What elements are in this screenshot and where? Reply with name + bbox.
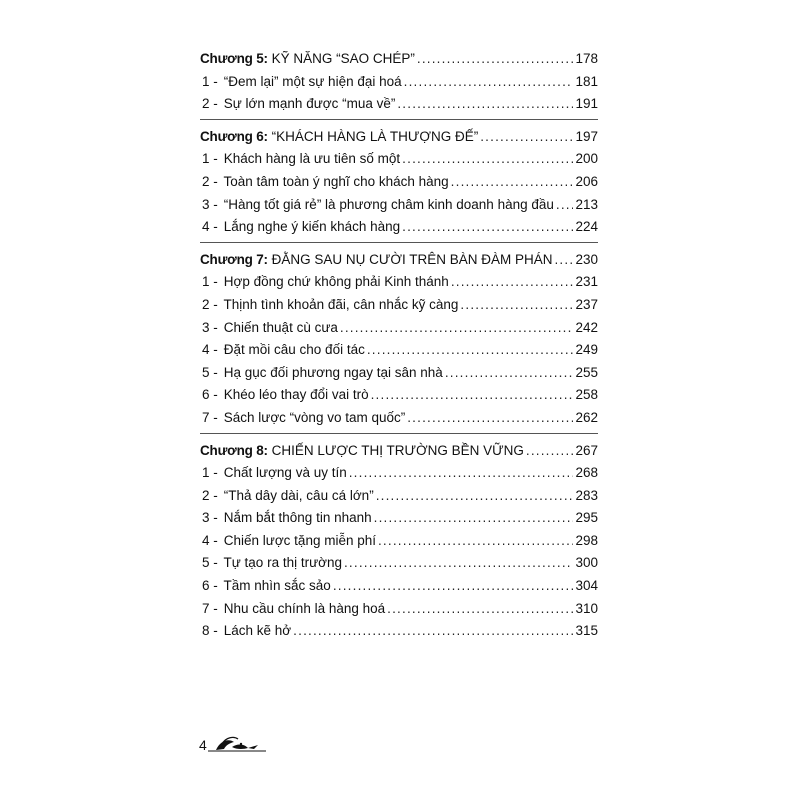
chapter-label: Chương 7: (200, 251, 268, 267)
section-title: Lắng nghe ý kiến khách hàng (223, 219, 401, 235)
section-title: Chiến lược tặng miễn phí (223, 532, 376, 548)
section-title: Nhu cầu chính là hàng hoá (223, 600, 386, 616)
section-title: “Đem lại” một sự hiện đại hoá (223, 73, 402, 89)
section-heading (200, 530, 376, 553)
chapter-page-number: 197 (575, 128, 598, 144)
section-title: Thịnh tình khoản đãi, cân nhắc kỹ càng (223, 296, 459, 312)
dot-leader (480, 126, 573, 149)
section-page-number: 213 (575, 196, 598, 212)
section-number: 5 - (202, 364, 218, 380)
chapter-page-number: 178 (575, 51, 598, 66)
chapter-page-number: 267 (575, 442, 598, 458)
section-heading (200, 362, 443, 385)
chapter-block (200, 48, 598, 120)
section-heading (200, 148, 400, 171)
section-heading (200, 194, 554, 217)
dot-leader (451, 271, 574, 294)
page-number: 4 (199, 737, 207, 753)
dot-leader (344, 552, 573, 575)
section-number: 7 - (202, 409, 218, 425)
section-entry[interactable] (200, 598, 598, 621)
dot-leader (367, 339, 574, 362)
section-heading (200, 485, 374, 508)
section-entry[interactable] (200, 575, 598, 598)
section-page-number: 304 (575, 578, 598, 594)
section-heading (200, 575, 331, 598)
dot-leader (554, 249, 573, 272)
section-page-number: 224 (575, 219, 598, 235)
chapter-heading (200, 249, 552, 272)
dot-leader (397, 93, 573, 116)
dot-leader (387, 598, 573, 621)
dot-leader (404, 71, 574, 94)
section-title: Tầm nhìn sắc sảo (223, 578, 331, 594)
section-page-number: 231 (575, 274, 598, 290)
section-page-number: 298 (575, 532, 598, 548)
section-title: Tự tạo ra thị trường (223, 555, 342, 571)
section-number: 1 - (202, 465, 218, 481)
section-entry[interactable] (200, 552, 598, 575)
section-heading (200, 620, 291, 643)
section-number: 7 - (202, 600, 218, 616)
chapter-page-number: 230 (575, 251, 598, 267)
section-number: 3 - (202, 510, 218, 526)
chapter-label: Chương 6: (200, 128, 268, 144)
section-page-number: 242 (575, 319, 598, 335)
section-entry[interactable] (200, 148, 598, 171)
dot-leader (376, 485, 574, 508)
section-title: Toàn tâm toàn ý nghĩ cho khách hàng (223, 173, 449, 189)
section-page-number: 310 (575, 600, 598, 616)
dot-leader (378, 530, 573, 553)
section-entry[interactable] (200, 485, 598, 508)
section-number: 5 - (202, 555, 218, 571)
section-entry[interactable] (200, 462, 598, 485)
section-page-number: 200 (575, 151, 598, 167)
section-heading (200, 271, 449, 294)
section-heading (200, 598, 385, 621)
section-page-number: 255 (575, 364, 598, 380)
section-entry[interactable] (200, 93, 598, 116)
section-entry[interactable] (200, 620, 598, 643)
section-entry[interactable] (200, 317, 598, 340)
chapter-label: Chương 5: (200, 51, 268, 66)
section-page-number: 315 (575, 623, 598, 639)
section-heading (200, 216, 400, 239)
section-heading (200, 317, 338, 340)
section-heading (200, 171, 449, 194)
section-title: Lách kẽ hở (223, 623, 292, 639)
section-page-number: 262 (575, 409, 598, 425)
chapter-entry[interactable] (200, 48, 598, 71)
section-entry[interactable] (200, 384, 598, 407)
section-title: Sự lớn mạnh được “mua về” (223, 96, 396, 112)
section-heading (200, 71, 402, 94)
dot-leader (460, 294, 573, 317)
dot-leader (340, 317, 574, 340)
section-number: 4 - (202, 342, 218, 358)
section-number: 4 - (202, 532, 218, 548)
section-number: 2 - (202, 487, 218, 503)
section-title: Khéo léo thay đổi vai trò (223, 387, 369, 403)
section-title: Hợp đồng chứ không phải Kinh thánh (223, 274, 449, 290)
section-heading (200, 93, 395, 116)
section-page-number: 268 (575, 465, 598, 481)
chapter-entry[interactable] (200, 440, 598, 463)
section-heading (200, 462, 347, 485)
dot-leader (451, 171, 574, 194)
chapter-title: ĐẰNG SAU NỤ CƯỜI TRÊN BÀN ĐÀM PHÁN (271, 251, 553, 267)
section-number: 2 - (202, 296, 218, 312)
chapter-heading (200, 126, 478, 149)
section-entry[interactable] (200, 171, 598, 194)
section-title: Sách lược “vòng vo tam quốc” (223, 409, 406, 425)
section-title: Khách hàng là ưu tiên số một (223, 151, 401, 167)
section-title: “Thả dây dài, câu cá lớn” (223, 487, 374, 503)
section-number: 2 - (202, 96, 218, 112)
section-page-number: 191 (575, 96, 598, 112)
table-of-contents (200, 48, 598, 652)
section-heading (200, 552, 342, 575)
chapter-heading (200, 48, 415, 71)
chapter-block (200, 249, 598, 434)
section-entry[interactable] (200, 507, 598, 530)
section-title: Chiến thuật cù cưa (223, 319, 338, 335)
dot-leader (349, 462, 574, 485)
section-heading (200, 294, 458, 317)
section-heading (200, 407, 405, 430)
section-number: 6 - (202, 578, 218, 594)
section-entry[interactable] (200, 407, 598, 430)
section-entry[interactable] (200, 362, 598, 385)
section-number: 4 - (202, 219, 218, 235)
section-entry[interactable] (200, 339, 598, 362)
section-entry[interactable] (200, 294, 598, 317)
section-page-number: 295 (575, 510, 598, 526)
chapter-block (200, 440, 598, 646)
section-number: 8 - (202, 623, 218, 639)
dot-leader (333, 575, 574, 598)
dot-leader (407, 407, 573, 430)
section-number: 1 - (202, 151, 218, 167)
bird-ornament-icon (207, 735, 266, 753)
chapter-title: “KHÁCH HÀNG LÀ THƯỢNG ĐẾ” (271, 128, 479, 144)
section-number: 1 - (202, 73, 218, 89)
section-page-number: 258 (575, 387, 598, 403)
section-entry[interactable] (200, 530, 598, 553)
chapter-title: KỸ NĂNG “SAO CHÉP” (271, 51, 415, 66)
chapter-title: CHIẾN LƯỢC THỊ TRƯỜNG BỀN VỮNG (271, 442, 524, 458)
section-page-number: 181 (575, 73, 598, 89)
section-page-number: 206 (575, 173, 598, 189)
section-page-number: 300 (575, 555, 598, 571)
section-title: Nắm bắt thông tin nhanh (223, 510, 372, 526)
section-entry[interactable] (200, 71, 598, 94)
section-page-number: 283 (575, 487, 598, 503)
section-page-number: 237 (575, 296, 598, 312)
dot-leader (293, 620, 573, 643)
dot-leader (402, 148, 573, 171)
dot-leader (445, 362, 574, 385)
page-footer (199, 735, 266, 753)
chapter-heading (200, 440, 524, 463)
section-entry[interactable] (200, 194, 598, 217)
section-entry[interactable] (200, 271, 598, 294)
dot-leader (556, 194, 574, 217)
section-number: 2 - (202, 173, 218, 189)
chapter-entry[interactable] (200, 126, 598, 149)
section-title: Chất lượng và uy tín (223, 465, 347, 481)
section-heading (200, 384, 369, 407)
dot-leader (402, 216, 573, 239)
section-title: Đặt mồi câu cho đối tác (223, 342, 365, 358)
section-number: 1 - (202, 274, 218, 290)
section-number: 3 - (202, 196, 218, 212)
section-heading (200, 507, 372, 530)
section-title: Hạ gục đối phương ngay tại sân nhà (223, 364, 443, 380)
chapter-entry[interactable] (200, 249, 598, 272)
dot-leader (371, 384, 574, 407)
chapter-block (200, 126, 598, 243)
section-title: “Hàng tốt giá rẻ” là phương châm kinh doanh hàng đầu (223, 196, 554, 212)
section-number: 6 - (202, 387, 218, 403)
section-page-number: 249 (575, 342, 598, 358)
dot-leader (417, 48, 574, 71)
chapter-label: Chương 8: (200, 442, 268, 458)
dot-leader (374, 507, 574, 530)
dot-leader (526, 440, 574, 463)
section-number: 3 - (202, 319, 218, 335)
section-entry[interactable] (200, 216, 598, 239)
section-heading (200, 339, 365, 362)
